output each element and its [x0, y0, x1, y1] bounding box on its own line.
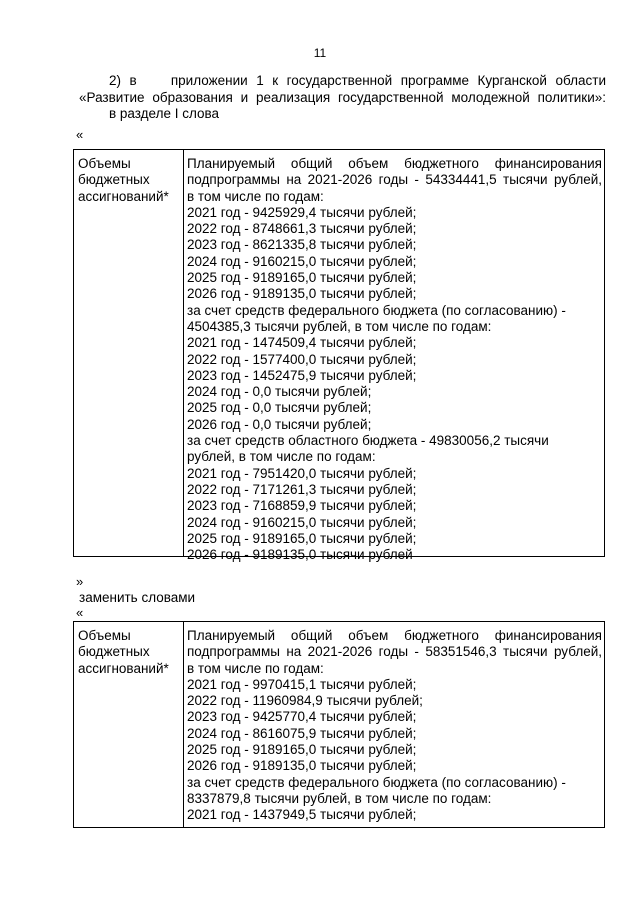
label-line: бюджетных [78, 172, 150, 188]
table-column-divider [183, 150, 184, 556]
amendment-intro-line-1 [79, 72, 606, 89]
content-line: в том числе по годам: [187, 660, 324, 676]
amendment-intro-line-3: в разделе I слова [109, 106, 220, 121]
content-line: за счет средств федерального бюджета (по согласованию) - [187, 302, 566, 318]
content-line: 2026 год - 9189135,0 тысячи рублей [187, 547, 413, 563]
content-line: 2022 год - 8748661,3 тысячи рублей; [187, 221, 417, 237]
content-line: за счет средств федерального бюджета (по согласованию) - [187, 774, 566, 790]
replace-instruction: заменить словами [79, 590, 196, 605]
content-line: 2021 год - 9425929,4 тысячи рублей; [187, 204, 417, 220]
content-line: 2023 год - 7168859,9 тысячи рублей; [187, 498, 417, 514]
content-line: за счет средств областного бюджета - 49830056,2 тысячи [187, 433, 549, 449]
label-line: Объемы [78, 628, 131, 643]
table-after [73, 621, 605, 828]
content-line: 8337879,8 тысячи рублей, в том числе по годам: [187, 790, 492, 806]
content-line: 2021 год - 1437949,5 тысячи рублей; [187, 807, 417, 823]
content-line: 2026 год - 9189135,0 тысячи рублей; [187, 286, 417, 302]
content-line: 2025 год - 9189165,0 тысячи рублей; [187, 530, 417, 546]
content-line: 2025 год - 9189165,0 тысячи рублей; [187, 270, 417, 286]
content-line: 2024 год - 9160215,0 тысячи рублей; [187, 253, 417, 269]
label-line: ассигнований* [78, 660, 169, 676]
label-line: бюджетных [78, 644, 150, 660]
open-quote-mark: « [76, 127, 84, 142]
table-before-label-cell [78, 156, 180, 205]
content-line: подпрограммы на 2021-2026 годы - 54334441,5 тысячи рублей, [187, 172, 602, 188]
close-quote-mark: » [76, 574, 84, 589]
page-number: 11 [313, 46, 327, 60]
open-quote-mark: « [76, 605, 84, 620]
table-column-divider [183, 622, 184, 827]
content-line: 2023 год - 9425770,4 тысячи рублей; [187, 709, 417, 725]
amendment-intro-line-2: «Развитие образования и реализация государственной молодежной политики»: [79, 90, 606, 105]
label-line: ассигнований* [78, 188, 169, 204]
content-line: 2024 год - 9160215,0 тысячи рублей; [187, 514, 417, 530]
content-line: 4504385,3 тысячи рублей, в том числе по годам: [187, 318, 492, 334]
label-line: Объемы [78, 156, 131, 171]
content-line: в том числе по годам: [187, 188, 324, 204]
content-line: 2021 год - 9970415,1 тысячи рублей; [187, 676, 417, 692]
table-after-label-cell [78, 628, 180, 677]
content-line: 2026 год - 0,0 тысячи рублей; [187, 416, 372, 432]
content-line: Планируемый общий объем бюджетного финансирования [187, 156, 602, 171]
amendment-intro-text: приложении 1 к государственной программе Курганской области [170, 73, 606, 88]
content-line: 2024 год - 0,0 тысячи рублей; [187, 384, 372, 400]
table-after-content-cell [187, 628, 602, 824]
content-line: 2023 год - 1452475,9 тысячи рублей; [187, 367, 417, 383]
table-before [73, 149, 605, 563]
content-line: 2021 год - 7951420,0 тысячи рублей; [187, 465, 417, 481]
content-line: Планируемый общий объем бюджетного финансирования [187, 628, 602, 643]
content-line: подпрограммы на 2021-2026 годы - 58351546,3 тысячи рублей, [187, 644, 602, 660]
content-line: 2023 год - 8621335,8 тысячи рублей; [187, 237, 417, 253]
amendment-item-number: 2) в [109, 73, 137, 88]
content-line: 2022 год - 11960984,9 тысячи рублей; [187, 693, 423, 709]
content-line: 2022 год - 7171261,3 тысячи рублей; [187, 481, 417, 497]
content-line: 2021 год - 1474509,4 тысячи рублей; [187, 335, 417, 351]
content-line: 2024 год - 8616075,9 тысячи рублей; [187, 725, 417, 741]
content-line: 2026 год - 9189135,0 тысячи рублей; [187, 758, 417, 774]
content-line: 2025 год - 0,0 тысячи рублей; [187, 400, 372, 416]
table-before-content-cell [187, 156, 602, 563]
content-line: рублей, в том числе по годам: [187, 449, 376, 465]
content-line: 2022 год - 1577400,0 тысячи рублей; [187, 351, 417, 367]
content-line: 2025 год - 9189165,0 тысячи рублей; [187, 742, 417, 758]
